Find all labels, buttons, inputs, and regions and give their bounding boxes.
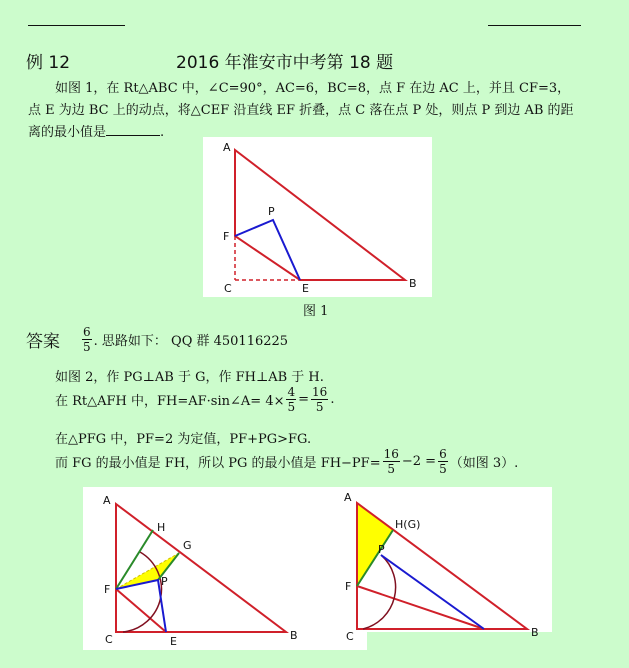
- label-b: B: [290, 629, 298, 642]
- fraction: [311, 385, 328, 414]
- solution-line-2: [55, 385, 334, 414]
- example-number: 例 12: [26, 53, 71, 73]
- label-f: F: [104, 583, 111, 596]
- text: 而 FG 的最小值是 FH，所以 PG 的最小值是 FH−PF=: [55, 456, 381, 471]
- numerator: 4: [287, 385, 296, 399]
- fraction: [438, 447, 448, 476]
- figure-1-caption: 图 1: [303, 304, 329, 319]
- triangle-abc: [235, 150, 405, 280]
- label-a: A: [223, 141, 231, 154]
- figure-2-drawing: [103, 494, 298, 648]
- label-e: E: [302, 282, 309, 295]
- label-p: P: [378, 543, 385, 556]
- fold-fp-pe: [235, 220, 300, 280]
- figure-3-drawing: [344, 491, 539, 643]
- denominator: 5: [287, 400, 296, 414]
- text: −2 =: [401, 454, 437, 469]
- problem-title: 2016 年淮安市中考第 18 题: [176, 53, 394, 73]
- solution-line-3: 在△PFG 中，PF=2 为定值，PF+PG>FG.: [55, 432, 312, 447]
- text: =: [298, 392, 310, 407]
- fraction: [286, 385, 296, 414]
- denominator: 5: [315, 400, 324, 414]
- triangle-abc: [116, 504, 286, 632]
- problem-line-2: 点 E 为边 BC 上的动点，将△CEF 沿直线 EF 折叠，点 C 落在点 P 处，则点 P 到边 AB 的距: [28, 103, 574, 118]
- denominator: 5: [439, 462, 447, 476]
- answer-fraction: [82, 325, 92, 354]
- label-hg: H(G): [395, 518, 421, 531]
- text: .: [330, 392, 335, 407]
- denominator: 5: [387, 462, 396, 476]
- figure-1-drawing: [223, 141, 417, 295]
- label-b: B: [531, 626, 539, 639]
- numerator: 6: [439, 447, 447, 461]
- triangle-abc: [357, 503, 527, 629]
- answer-label: 答案: [26, 332, 60, 352]
- label-f: F: [223, 230, 230, 243]
- problem-text: 离的最小值是: [28, 125, 107, 140]
- period: .: [160, 125, 165, 140]
- answer-rest: . 思路如下： QQ 群 450116225: [93, 334, 289, 349]
- label-c: C: [105, 633, 113, 646]
- text: （如图 3）.: [449, 456, 519, 471]
- label-f: F: [345, 580, 352, 593]
- numerator: 16: [312, 385, 328, 399]
- label-h: H: [157, 521, 166, 534]
- label-b: B: [409, 277, 417, 290]
- numerator: 6: [83, 325, 91, 339]
- problem-line-1: 如图 1，在 Rt△ABC 中，∠C=90°，AC=6，BC=8，点 F 在边 AC 上，并且 CF=3，: [55, 81, 571, 96]
- fraction: [383, 447, 400, 476]
- label-p: P: [268, 205, 275, 218]
- denominator: 5: [83, 340, 91, 354]
- label-a: A: [103, 494, 111, 507]
- numerator: 16: [383, 447, 399, 461]
- label-g: G: [183, 539, 192, 552]
- line-pe: [381, 555, 484, 629]
- label-p: P: [161, 575, 168, 588]
- arc: [123, 552, 161, 632]
- solution-line-4: [55, 447, 518, 476]
- solution-line-1: 如图 2，作 PG⊥AB 于 G，作 FH⊥AB 于 H.: [55, 370, 324, 385]
- text: 在 Rt△AFH 中，FH=AF·sin∠A= 4×: [55, 394, 285, 409]
- answer-line: [26, 325, 288, 354]
- label-c: C: [224, 282, 232, 295]
- label-c: C: [346, 630, 354, 643]
- label-a: A: [344, 491, 352, 504]
- label-e: E: [170, 635, 177, 648]
